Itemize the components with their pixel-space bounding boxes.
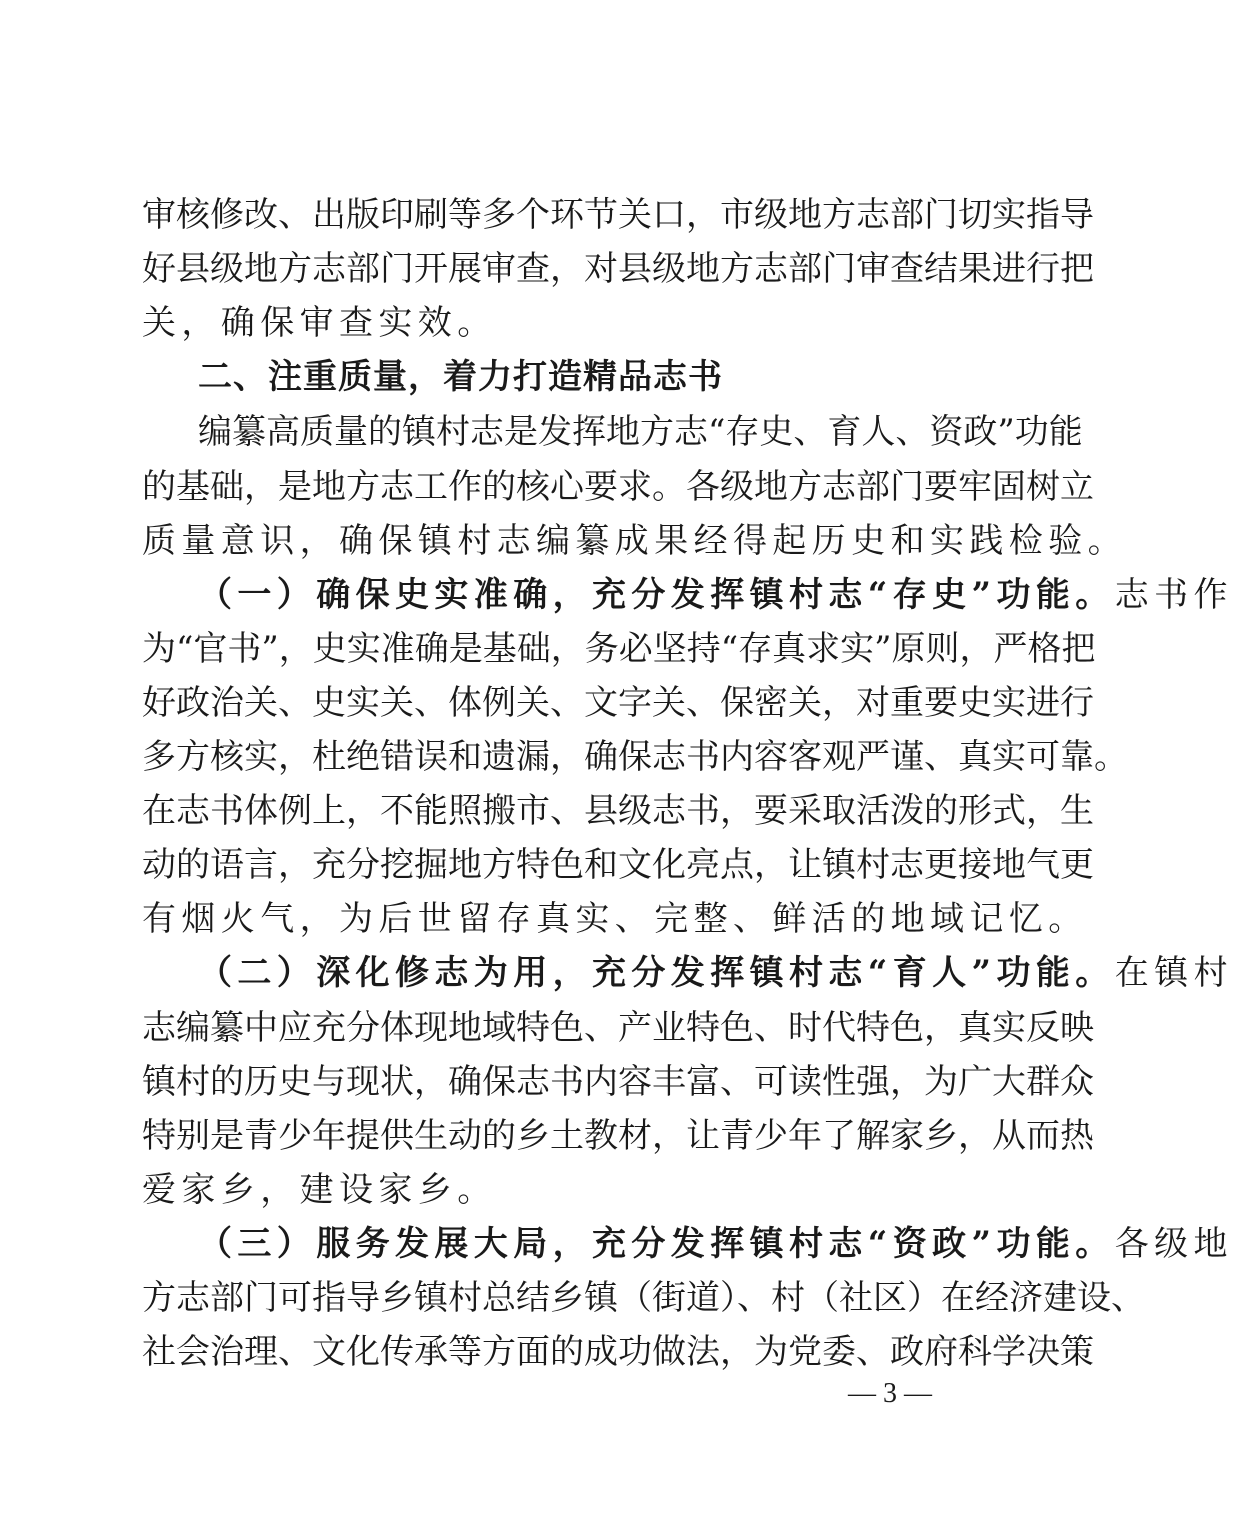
section-heading: 二、注重质量，着力打造精品志书 (198, 357, 723, 397)
paragraph-line: 质量意识，确保镇村志编纂成果经得起历史和实践检验。 (142, 521, 1127, 561)
subsection-title: （一）确保史实准确，充分发挥镇村志“存史”功能。 (198, 575, 1115, 615)
subsection-first-line (142, 1217, 1233, 1271)
paragraph-line: 镇村的历史与现状，确保志书内容丰富、可读性强，为广大群众 (142, 1062, 1094, 1102)
subsection-title: （三）服务发展大局，充分发挥镇村志“资政”功能。 (198, 1224, 1115, 1264)
page-number: — 3 — (848, 1378, 932, 1409)
subsection-first-line (142, 946, 1233, 1000)
paragraph-line: 好政治关、史实关、体例关、文字关、保密关，对重要史实进行 (142, 683, 1094, 723)
paragraph-line: 编纂高质量的镇村志是发挥地方志“存史、育人、资政”功能 (198, 412, 1083, 452)
paragraph-line: 为“官书”，史实准确是基础，务必坚持“存真求实”原则，严格把 (142, 629, 1096, 669)
paragraph-line: 关，确保审查实效。 (142, 303, 497, 343)
paragraph-line: 特别是青少年提供生动的乡土教材，让青少年了解家乡，从而热 (142, 1116, 1094, 1156)
paragraph-line: 动的语言，充分挖掘地方特色和文化亮点，让镇村志更接地气更 (142, 845, 1094, 885)
subsection-text: 各级地 (1114, 1224, 1233, 1264)
paragraph-line: 志编纂中应充分体现地域特色、产业特色、时代特色，真实反映 (142, 1008, 1094, 1048)
paragraph-line: 审核修改、出版印刷等多个环节关口，市级地方志部门切实指导 (142, 195, 1094, 235)
paragraph-line: 多方核实，杜绝错误和遗漏，确保志书内容客观严谨、真实可靠。 (142, 737, 1128, 777)
subsection-first-line (142, 568, 1233, 622)
paragraph-line: 爱家乡，建设家乡。 (142, 1170, 497, 1210)
subsection-text: 在镇村 (1114, 953, 1233, 993)
paragraph-line: 好县级地方志部门开展审查，对县级地方志部门审查结果进行把 (142, 249, 1094, 289)
paragraph-line: 方志部门可指导乡镇村总结乡镇（街道）、村（社区）在经济建设、 (142, 1278, 1145, 1318)
paragraph-line: 有烟火气，为后世留存真实、完整、鲜活的地域记忆。 (142, 899, 1088, 939)
paragraph-line: 社会治理、文化传承等方面的成功做法，为党委、政府科学决策 (142, 1332, 1094, 1372)
paragraph-line: 的基础，是地方志工作的核心要求。各级地方志部门要牢固树立 (142, 467, 1094, 507)
subsection-text: 志书作 (1114, 575, 1233, 615)
paragraph-line: 在志书体例上，不能照搬市、县级志书，要采取活泼的形式，生 (142, 791, 1094, 831)
subsection-title: （二）深化修志为用，充分发挥镇村志“育人”功能。 (198, 953, 1115, 993)
